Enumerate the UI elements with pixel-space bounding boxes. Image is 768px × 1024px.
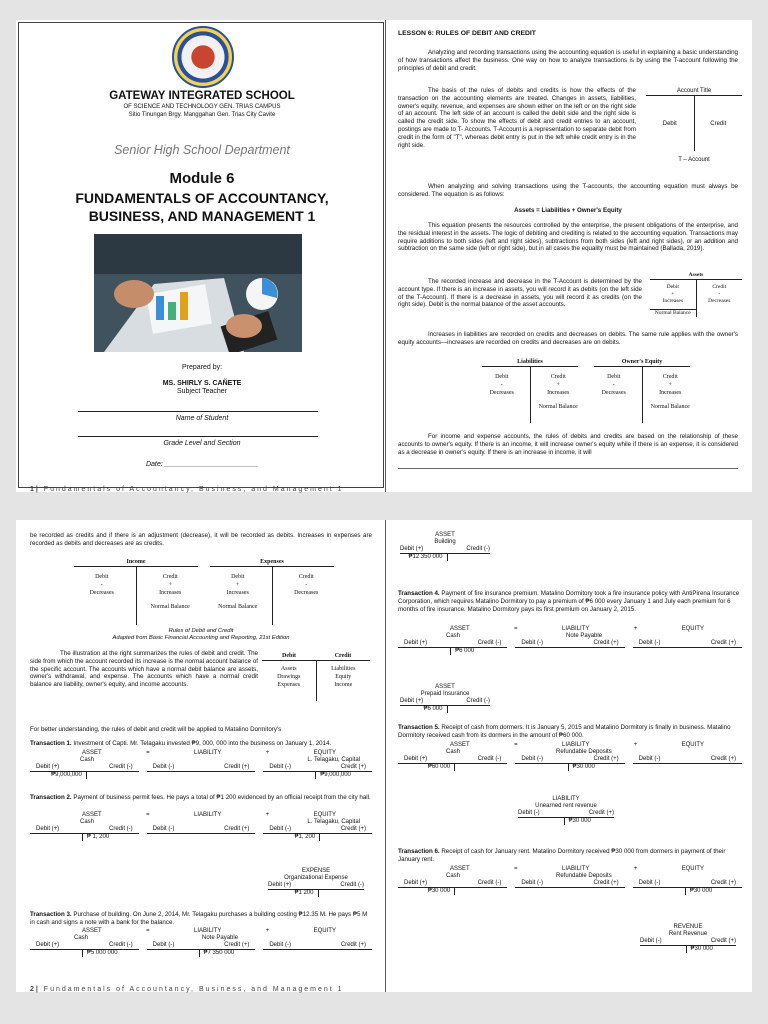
footer-text-2: Fundamentals of Accountancy, Business, and Management 1	[43, 986, 344, 993]
prepaid-asset-head: ASSET	[435, 684, 455, 690]
teacher-name: MS. SHIRLY S. CAÑETE	[162, 380, 242, 387]
transaction-6	[398, 848, 742, 864]
t2-cr: Credit (+)	[224, 826, 250, 832]
liab-debit: Debit	[495, 374, 509, 380]
t1-liability: LIABILITY	[193, 750, 222, 756]
transaction-3-text: Purchase of building. On June 2, 2014, Mr. Telagaku purchases a building costing ₱12.35 M. He pays ₱5 M in cash and signs a note with a bank for the balance.	[30, 911, 368, 926]
transaction-5-equation	[398, 742, 742, 771]
transaction-6-head: Transaction 6.	[398, 848, 440, 855]
income-decreases: Decreases	[89, 590, 114, 596]
t5-asset: ASSET	[450, 742, 470, 748]
page-footer-1	[30, 486, 344, 493]
t2-expense-account	[268, 868, 364, 897]
accounting-equation: Assets = Liabilities + Owner's Equity	[514, 207, 622, 214]
summary-liabilities: Liabilities	[331, 666, 356, 672]
assets-debit: Debit	[666, 284, 679, 290]
t4-eq-cr: Credit (+)	[710, 640, 736, 646]
t4-drm: Debit (-)	[521, 640, 543, 646]
t3-drm: Debit (-)	[152, 942, 175, 948]
rules-summary-table	[262, 652, 370, 701]
liabilities-head: Liabilities	[482, 358, 578, 367]
column-divider-2	[385, 520, 386, 992]
assets-head: Assets	[650, 272, 742, 280]
unearned-liability-head: LIABILITY	[552, 796, 580, 802]
transaction-1-text: Investment of Capti. Mr. Telagaku invested ₱9, 000, 000 into the business on January 1, 2014.	[73, 740, 332, 747]
t6-refundable: Refundable Deposits	[556, 873, 612, 879]
transaction-3	[30, 911, 372, 927]
prepaid-crm: Credit (-)	[466, 698, 490, 704]
t2-org-expense: Organizational Expense	[284, 875, 348, 881]
t5-eq-drm: Debit (-)	[638, 756, 661, 762]
prepaid-dr: Debit (+)	[400, 698, 424, 704]
t6-eq-cr: Credit (+)	[710, 880, 736, 886]
assets-increases: Increases	[662, 298, 683, 304]
page-2	[16, 520, 752, 992]
equity-credit: Credit	[662, 374, 678, 380]
t1-eq-cr: Credit (+)	[340, 764, 367, 770]
name-line	[78, 411, 318, 412]
t2-plus: +	[265, 812, 270, 818]
revenue-drm: Debit (-)	[640, 938, 662, 944]
assets-normal-balance: Normal Balance	[650, 309, 696, 317]
revenue-cr: Credit (+)	[710, 938, 736, 944]
t2-drm: Debit (-)	[152, 826, 175, 832]
building-dr: Debit (+)	[400, 546, 424, 552]
module-number: Module 6	[169, 170, 235, 187]
lesson-paragraph-3: When analyzing and solving transactions using the T-accounts, the accounting equation must always be considered. The equation is as follows:	[398, 183, 738, 198]
module-title-line2: BUSINESS, AND MANAGEMENT 1	[88, 208, 316, 224]
t2-asset: ASSET	[82, 812, 102, 818]
unearned-value: ₱30 000	[568, 818, 591, 824]
t5-eq-cr: Credit (+)	[710, 756, 736, 762]
t5-equity: EQUITY	[681, 742, 704, 748]
unearned-cr: Credit (+)	[588, 810, 614, 816]
t6-cash-value: ₱30 000	[398, 888, 455, 895]
t2-capital: L. Telagaku, Capital	[307, 819, 360, 825]
t1-asset: ASSET	[82, 750, 102, 756]
transaction-4-text: Payment of fire insurance premium. Matalino Dormitory took a fire insurance policy with AntiPirena Insurance Corporation, which requires Matalino Dormitory to pay a premium of ₱6 000 every January 1 and July each premium for 6 months of fire insurance. Matalino Dormitory pays its first premium on January 2, 2015.	[398, 590, 740, 613]
school-campus: OF SCIENCE AND TECHNOLOGY GEN. TRIAS CAMPUS	[123, 104, 281, 110]
transaction-6-text: Receipt of cash for January rent. Matalino Dormitory received ₱30 000 from dormers in payment of their January rent.	[398, 848, 726, 863]
t1-crm: Credit (-)	[109, 764, 133, 770]
p2-paragraph-2: The illustration at the right summarizes the rules of debit and credit. The side from which the account recorded its increase is the normal account balance of the specific account. The accounts which have a normal debit balance are assets, owner's withdrawal, and expense. The accounts which have a normal credit balance are liability, owner's equity, and income accounts.	[30, 650, 258, 689]
t6-dr: Debit (+)	[404, 880, 428, 886]
t6-asset: ASSET	[450, 866, 470, 872]
income-normal-balance: Normal Balance	[150, 604, 190, 610]
t4-dr: Debit (+)	[404, 640, 428, 646]
transaction-5-head: Transaction 5.	[398, 724, 440, 731]
building-asset-head: ASSET	[435, 532, 455, 538]
t4-asset: ASSET	[450, 626, 470, 632]
liab-decreases: Decreases	[489, 390, 514, 396]
lesson-paragraph-7: For income and expense accounts, the rules of debits and credits are based on the relationship of these accounts to owner's equity. If there is an income, it will increase owner's equity while if there is an expense, it is considered as a decrease in owner's equity. If there is an increase in income, it will	[398, 433, 738, 456]
assets-decreases: Decreases	[708, 298, 731, 304]
t1-eq-drm: Debit (-)	[269, 764, 292, 770]
transaction-3-equation	[30, 928, 372, 942]
t2-capital-debit-value: ₱1, 200	[263, 834, 320, 841]
t3-eq: =	[146, 928, 150, 934]
t1-cash: Cash	[80, 757, 95, 763]
expense-plus: +	[236, 582, 240, 588]
t-account-caption: T – Account	[678, 157, 710, 163]
page-number-2: 2 |	[30, 986, 38, 993]
grade-level-label: Grade Level and Section	[163, 440, 241, 447]
summary-debit-head: Debit	[282, 653, 296, 659]
transaction-5-text: Receipt of cash from dormers. It is January 5, 2015 and Matalino Dormitory is finally in business. Matalino Dormitory received cash from its dormers in the amount of ₱60 000.	[398, 724, 731, 739]
equity-increases: Increases	[659, 390, 682, 396]
t3-equity: EQUITY	[313, 928, 336, 934]
transaction-1-head: Transaction 1.	[30, 740, 72, 747]
page-footer-2	[30, 986, 344, 993]
transaction-4	[398, 590, 742, 613]
figure-caption-2: Adapted from Basic Financial Accounting and Reporting, 21st Edition	[112, 635, 290, 641]
t5-crm: Credit (-)	[477, 756, 502, 762]
expense-minus: -	[305, 582, 308, 588]
t5-dr: Debit (+)	[404, 756, 428, 762]
transaction-5	[398, 724, 742, 740]
t3-crm: Credit (-)	[109, 942, 133, 948]
department: Senior High School Department	[114, 143, 290, 157]
liab-credit: Credit	[550, 374, 566, 380]
t3-cr: Credit (+)	[224, 942, 250, 948]
income-head: Income	[74, 558, 198, 567]
prepaid-label: Prepaid Insurance	[420, 691, 470, 697]
t6-equity-value: ₱30 000	[689, 888, 713, 894]
t2-eq: =	[146, 812, 150, 818]
transaction-3-head: Transaction 3.	[30, 911, 72, 918]
cover-photo-image	[94, 234, 302, 352]
prepaid-insurance-account	[400, 684, 490, 713]
transaction-2-text: Payment of business permit fees. He pays a total of ₱1 200 evidenced by an official receipt from the city hall.	[73, 794, 371, 801]
t5-refundable: Refundable Deposits	[556, 749, 612, 755]
t4-liability: LIABILITY	[561, 626, 590, 632]
summary-income: Income	[334, 682, 353, 688]
t2-eq-drm: Debit (-)	[269, 826, 292, 832]
assets-minus: -	[718, 291, 721, 297]
transaction-6-equation	[398, 866, 742, 895]
equity-plus: +	[668, 382, 672, 388]
equity-head: Owner's Equity	[594, 358, 690, 367]
t5-cash: Cash	[446, 749, 461, 755]
t5-cr: Credit (+)	[593, 756, 619, 762]
t1-capital-credit-value: ₱9,000,000	[320, 772, 351, 778]
t2-eq-cr: Credit (+)	[340, 826, 367, 832]
t3-cash: Cash	[74, 935, 89, 941]
t1-plus: +	[265, 750, 270, 756]
equity-debit: Debit	[607, 374, 621, 380]
t1-cash-debit-value: ₱9,000,000	[30, 772, 87, 779]
lesson-paragraph-1: Analyzing and recording transactions using the accounting equation is useful in explaining a basic understanding of how transactions affect the business. One way on how to analyze transactions is by using the T-account following the principles of debit and credit.	[398, 49, 738, 72]
lesson-paragraph-4: This equation presents the resources controlled by the enterprise, the present obligations of the enterprise, and the residual interest in the assets. The logic of debiting and crediting is related to the accounting equation. Transactions may require additions to both sides (left and right sides), subtractions from both sides (left and right sides), or an addition and subtraction on the same side (left or right side), but in all cases the equality must be maintained (Ballada, 2019).	[398, 222, 738, 253]
t6-liability: LIABILITY	[561, 866, 590, 872]
school-seal-logo	[172, 26, 234, 88]
t2-exp-dr: Debit (+)	[268, 882, 292, 888]
prepared-by-label: Prepared by:	[181, 364, 223, 371]
right-bottom-rule	[398, 468, 738, 469]
summary-drawings: Drawings	[277, 674, 301, 680]
t5-refundable-value: ₱30 000	[572, 764, 595, 770]
t6-eq: =	[514, 866, 518, 872]
liab-minus: -	[500, 382, 503, 388]
transaction-2-equation	[30, 812, 372, 826]
t3-liability: LIABILITY	[193, 928, 222, 934]
summary-equity: Equity	[335, 674, 352, 680]
equity-normal-balance: Normal Balance	[650, 404, 690, 410]
t6-eq-drm: Debit (-)	[638, 880, 661, 886]
t6-cash: Cash	[446, 873, 461, 879]
t2-liability: LIABILITY	[193, 812, 222, 818]
expense-credit: Credit	[298, 574, 314, 580]
t5-liability: LIABILITY	[561, 742, 590, 748]
t4-cr: Credit (+)	[593, 640, 619, 646]
unearned-label: Unearned rent revenue	[535, 803, 597, 809]
school-address: Sitio Tinungan Brgy. Manggahan Gen. Trias City Cavite	[128, 112, 276, 118]
income-plus: +	[168, 582, 172, 588]
t2-columns	[30, 826, 372, 841]
t-account-diagram	[646, 88, 742, 164]
t-account-debit: Debit	[662, 121, 677, 127]
t6-plus: +	[633, 866, 638, 872]
figure-caption-1: Rules of Debit and Credit	[168, 628, 234, 634]
t4-note-payable: Note Payable	[566, 633, 603, 639]
income-debit: Debit	[95, 574, 109, 580]
t3-note-credit-value: ₱7 350 000	[203, 950, 235, 956]
name-of-student-label: Name of Student	[175, 415, 229, 422]
transaction-4-head: Transaction 4.	[398, 590, 440, 597]
t6-crm: Credit (-)	[477, 880, 502, 886]
t6-equity: EQUITY	[681, 866, 704, 872]
grade-line	[78, 436, 318, 437]
t4-plus: +	[633, 626, 638, 632]
revenue-value: ₱30 000	[690, 946, 713, 952]
assets-t-table	[650, 272, 742, 317]
t4-eq-drm: Debit (-)	[638, 640, 661, 646]
assets-credit: Credit	[712, 284, 727, 290]
equity-decreases: Decreases	[601, 390, 626, 396]
t2-cash-credit-value: ₱ 1, 200	[86, 834, 110, 840]
t3-dr: Debit (+)	[36, 942, 60, 948]
t3-eq-cr: Credit (+)	[340, 942, 367, 948]
t2-exp-crm: Credit (-)	[340, 882, 364, 888]
t5-plus: +	[633, 742, 638, 748]
t5-cash-value: ₱60 000	[398, 764, 455, 771]
unearned-drm: Debit (-)	[518, 810, 540, 816]
t2-equity: EQUITY	[313, 812, 336, 818]
t3-cash-credit-value: ₱5 000 000	[86, 950, 118, 956]
lesson-paragraph-5: The recorded increase and decrease in the T-Account is determined by the account type. If there is an increase in assets, you will record it as debits (on the left side of the T-Account). If there is a decrease in assets, you will record it as credits (on the right side). Debit is the normal balance of the asset accounts.	[398, 278, 642, 309]
income-credit: Credit	[162, 574, 178, 580]
liab-plus: +	[556, 382, 560, 388]
t5-eq: =	[514, 742, 518, 748]
t-account-credit: Credit	[710, 121, 727, 127]
building-crm: Credit (-)	[466, 546, 490, 552]
rent-revenue-label: Rent Revenue	[668, 931, 708, 937]
t2-expense-head: EXPENSE	[301, 868, 331, 874]
page-number-1: 1 |	[30, 486, 38, 493]
income-increases: Increases	[159, 590, 182, 596]
t3-eq-drm: Debit (-)	[269, 942, 292, 948]
date-label: Date: ________________________	[145, 461, 259, 468]
expense-decreases: Decreases	[294, 590, 319, 596]
t1-cr: Credit (+)	[224, 764, 250, 770]
expense-increases: Increases	[226, 590, 249, 596]
school-name: GATEWAY INTEGRATED SCHOOL	[109, 90, 295, 102]
prepaid-value: ₱6 000	[400, 706, 448, 713]
t3-columns	[30, 942, 372, 957]
income-expenses-table	[68, 558, 340, 625]
t1-columns	[30, 764, 372, 779]
equity-minus: -	[612, 382, 615, 388]
t1-dr: Debit (+)	[36, 764, 60, 770]
building-value: ₱12 350 000	[400, 554, 448, 561]
lesson-title: LESSON 6: RULES OF DEBIT AND CREDIT	[398, 30, 536, 37]
summary-expenses: Expenses	[277, 682, 301, 688]
t3-plus: +	[265, 928, 270, 934]
t2-cash: Cash	[80, 819, 95, 825]
t1-capital: L. Telagaku, Capital	[307, 757, 360, 763]
assets-plus: +	[671, 291, 675, 297]
t4-cash: Cash	[446, 633, 461, 639]
t2-exp-value: ₱1 200	[268, 890, 319, 897]
footer-text-1: Fundamentals of Accountancy, Business, and Management 1	[43, 486, 344, 493]
t3-asset: ASSET	[82, 928, 102, 934]
rent-revenue-account	[640, 924, 736, 953]
revenue-head: REVENUE	[673, 924, 703, 930]
lesson-paragraph-6: Increases in liabilities are recorded on credits and decreases on debits. The same rule applies with the owner's equity accounts—increases are recorded on credits and decreases are on debits.	[398, 331, 738, 346]
t6-cr: Credit (+)	[593, 880, 619, 886]
t2-dr: Debit (+)	[36, 826, 60, 832]
transaction-1-equation	[30, 750, 372, 764]
lesson-paragraph-2: The basis of the rules of debits and credits is how the effects of the transaction on the accounting elements are treated. Changes in assets, liabilities, owner's equity, revenue, and expenses are shown either on the left or on the right side of an account. The left side of an account is called the debit side and the right side is called the credit side. To show the effects of debit and credit entries to an account, postings are made to T- Accounts. T-Account is a representation to separate debit from credit in the form of "T", whereas debit entry is put in the left while credit entry is in the right side.	[398, 87, 636, 149]
p2-paragraph-1: be recorded as credits and if there is an adjustment (decrease), it will be recorded as debits. Increases in expenses are recorded as debits and decreases are as credits.	[30, 532, 372, 547]
liab-increases: Increases	[547, 390, 570, 396]
transaction-2	[30, 794, 372, 802]
unearned-rent-account	[518, 796, 614, 825]
t4-equity: EQUITY	[681, 626, 704, 632]
summary-credit-head: Credit	[334, 653, 352, 659]
page-1	[16, 20, 752, 492]
t3-note-payable: Note Payable	[202, 935, 239, 941]
teacher-role: Subject Teacher	[176, 388, 228, 395]
expenses-head: Expenses	[210, 558, 334, 567]
transaction-4-equation	[398, 626, 742, 655]
t1-eq: =	[146, 750, 150, 756]
expense-normal-balance: Normal Balance	[218, 604, 258, 610]
income-minus: -	[100, 582, 103, 588]
liabilities-equity-table	[474, 358, 698, 423]
t5-drm: Debit (-)	[521, 756, 543, 762]
summary-assets: Assets	[280, 666, 297, 672]
expense-debit: Debit	[231, 574, 245, 580]
t4-cash-credit-value: ₱6 000	[455, 648, 475, 654]
t1-equity: EQUITY	[313, 750, 336, 756]
p2-paragraph-3: For better understanding, the rules of debit and credit will be applied to Matalino Dormitory's	[30, 726, 282, 733]
t6-drm: Debit (-)	[521, 880, 543, 886]
t4-crm: Credit (-)	[477, 640, 502, 646]
building-account	[400, 532, 490, 561]
t4-eq: =	[514, 626, 518, 632]
t1-drm: Debit (-)	[152, 764, 175, 770]
building-label: Building	[434, 539, 456, 545]
transaction-2-head: Transaction 2.	[30, 794, 72, 801]
liab-normal-balance: Normal Balance	[538, 404, 578, 410]
t-account-title: Account Title	[646, 88, 742, 96]
transaction-1	[30, 740, 372, 748]
module-title-line1: FUNDAMENTALS OF ACCOUNTANCY,	[75, 190, 329, 206]
t2-crm: Credit (-)	[109, 826, 133, 832]
